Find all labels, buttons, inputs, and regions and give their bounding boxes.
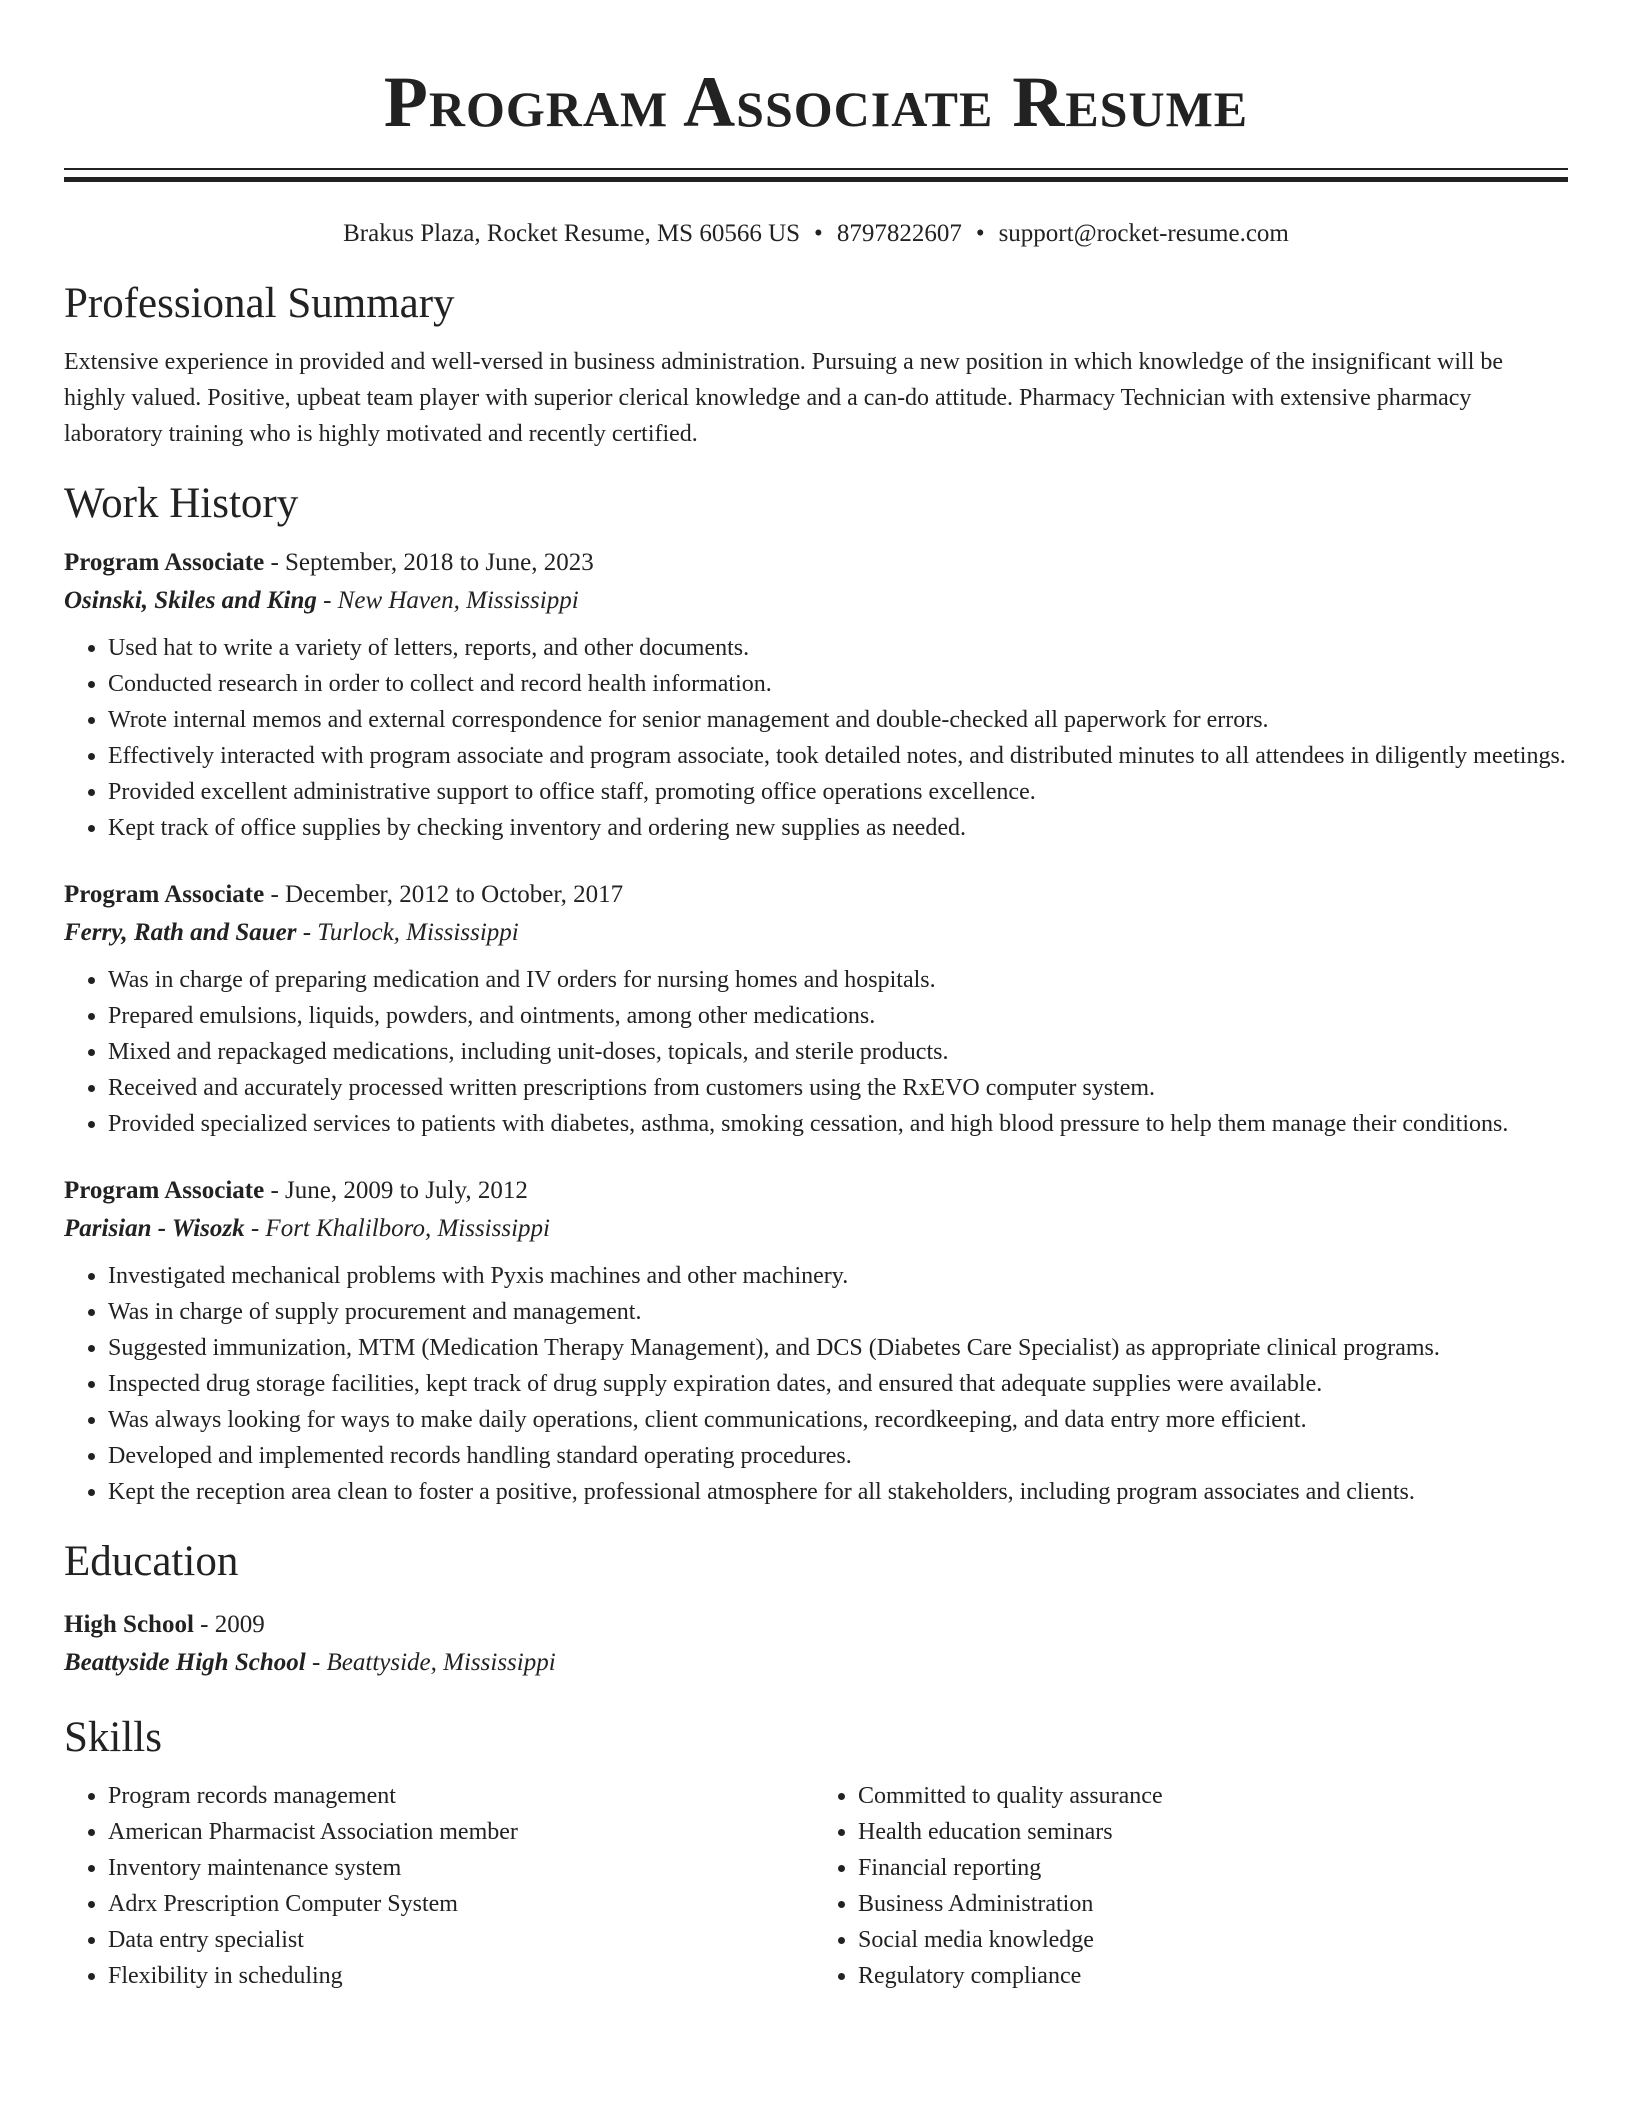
job-duty: • Was in charge of preparing medication and IV orders for nursing homes and hospitals.	[108, 962, 1568, 998]
education-entry	[64, 1606, 1568, 1682]
job-duty: • Effectively interacted with program associate and program associate, took detailed notes, and distributed minutes to all attendees in diligently meetings.	[108, 738, 1568, 774]
job-duty: • Developed and implemented records handling standard operating procedures.	[108, 1438, 1568, 1474]
job-duty: • Investigated mechanical problems with Pyxis machines and other machinery.	[108, 1258, 1568, 1294]
job-duty: • Wrote internal memos and external correspondence for senior management and double-checked all paperwork for errors.	[108, 702, 1568, 738]
job-entry	[64, 1172, 1568, 1510]
skill-item: • Inventory maintenance system	[108, 1850, 818, 1886]
education-year: - 2009	[193, 1611, 265, 1638]
job-company: Osinski, Skiles and King	[64, 587, 317, 614]
job-company-line	[64, 914, 1568, 952]
skill-item: • Regulatory compliance	[858, 1958, 1568, 1994]
job-role: Program Associate	[64, 1177, 265, 1204]
job-company: Ferry, Rath and Sauer	[64, 919, 297, 946]
contact-phone: 8797822607	[836, 220, 962, 247]
job-duty: • Prepared emulsions, liquids, powders, and ointments, among other medications.	[108, 998, 1568, 1034]
skill-item: • Program records management	[108, 1778, 818, 1814]
skill-item: • Business Administration	[858, 1886, 1568, 1922]
title-divider-thin	[64, 168, 1568, 170]
resume-title: Program Associate Resume	[383, 62, 1249, 142]
job-company: Parisian - Wisozk	[64, 1215, 245, 1242]
skill-item: • Health education seminars	[858, 1814, 1568, 1850]
section-heading-skills: Skills	[64, 1714, 162, 1761]
job-company-line	[64, 1210, 1568, 1248]
job-location: - New Haven, Mississippi	[316, 587, 579, 614]
job-title-line	[64, 876, 1568, 914]
summary-text: Extensive experience in provided and well-versed in business administration. Pursuing a new position in which knowledge of the insignificant will be highly valued. Positive, upbeat team player with superior clerical knowledge and a can-do attitude. Pharmacy Technician with extensive pharmacy laboratory training who is highly motivated and recently certified.	[64, 349, 1504, 447]
contact-address: Brakus Plaza, Rocket Resume, MS 60566 US	[343, 220, 801, 247]
job-role: Program Associate	[64, 549, 265, 576]
job-title-line	[64, 544, 1568, 582]
job-duty: • Provided excellent administrative support to office staff, promoting office operations excellence.	[108, 774, 1568, 810]
skill-item: • Social media knowledge	[858, 1922, 1568, 1958]
job-duty: • Was always looking for ways to make daily operations, client communications, recordkeeping, and data entry more efficient.	[108, 1402, 1568, 1438]
contact-separator: •	[975, 220, 985, 247]
job-company-line	[64, 582, 1568, 620]
job-location: - Turlock, Mississippi	[296, 919, 519, 946]
job-dates: - June, 2009 to July, 2012	[264, 1177, 528, 1204]
skills-list-left	[64, 1778, 818, 1994]
skills-list-right	[818, 1778, 1568, 1994]
education-school-line	[64, 1644, 1568, 1682]
skill-item: • Adrx Prescription Computer System	[108, 1886, 818, 1922]
job-duty: • Suggested immunization, MTM (Medication Therapy Management), and DCS (Diabetes Care Specialist) as appropriate clinical programs.	[108, 1330, 1568, 1366]
job-entry	[64, 876, 1568, 1142]
skill-item: • Flexibility in scheduling	[108, 1958, 818, 1994]
job-duties-list	[64, 630, 1568, 846]
job-title-line	[64, 1172, 1568, 1210]
section-heading-work-history: Work History	[64, 480, 299, 527]
job-dates: - September, 2018 to June, 2023	[264, 549, 594, 576]
job-duties-list	[64, 962, 1568, 1142]
skill-item: • Data entry specialist	[108, 1922, 818, 1958]
skill-item: • Committed to quality assurance	[858, 1778, 1568, 1814]
education-school: Beattyside High School	[64, 1649, 306, 1676]
education-degree-line	[64, 1606, 1568, 1644]
job-location: - Fort Khalilboro, Mississippi	[244, 1215, 550, 1242]
education-location: - Beattyside, Mississippi	[305, 1649, 556, 1676]
section-heading-summary: Professional Summary	[64, 280, 455, 327]
job-duty: • Conducted research in order to collect and record health information.	[108, 666, 1568, 702]
title-divider-thick	[64, 177, 1568, 182]
contact-line	[64, 218, 1568, 250]
skill-item: • American Pharmacist Association member	[108, 1814, 818, 1850]
section-heading-education: Education	[64, 1538, 239, 1585]
job-role: Program Associate	[64, 881, 265, 908]
job-entry	[64, 544, 1568, 846]
job-duty: • Kept the reception area clean to foster a positive, professional atmosphere for all stakeholders, including program associates and clients.	[108, 1474, 1568, 1510]
job-duty: • Kept track of office supplies by checking inventory and ordering new supplies as needed.	[108, 810, 1568, 846]
job-duty: • Used hat to write a variety of letters, reports, and other documents.	[108, 630, 1568, 666]
contact-email: support@rocket-resume.com	[998, 220, 1289, 247]
job-duties-list	[64, 1258, 1568, 1510]
skill-item: • Financial reporting	[858, 1850, 1568, 1886]
job-duty: • Provided specialized services to patients with diabetes, asthma, smoking cessation, and high blood pressure to help them manage their conditions.	[108, 1106, 1568, 1142]
job-duty: • Was in charge of supply procurement and management.	[108, 1294, 1568, 1330]
education-degree: High School	[64, 1611, 194, 1638]
job-duty: • Received and accurately processed written prescriptions from customers using the RxEVO computer system.	[108, 1070, 1568, 1106]
job-dates: - December, 2012 to October, 2017	[264, 881, 624, 908]
contact-separator: •	[814, 220, 823, 247]
skills-columns	[64, 1778, 1568, 1994]
job-duty: • Inspected drug storage facilities, kept track of drug supply expiration dates, and ensured that adequate supplies were available.	[108, 1366, 1568, 1402]
job-duty: • Mixed and repackaged medications, including unit-doses, topicals, and sterile products.	[108, 1034, 1568, 1070]
